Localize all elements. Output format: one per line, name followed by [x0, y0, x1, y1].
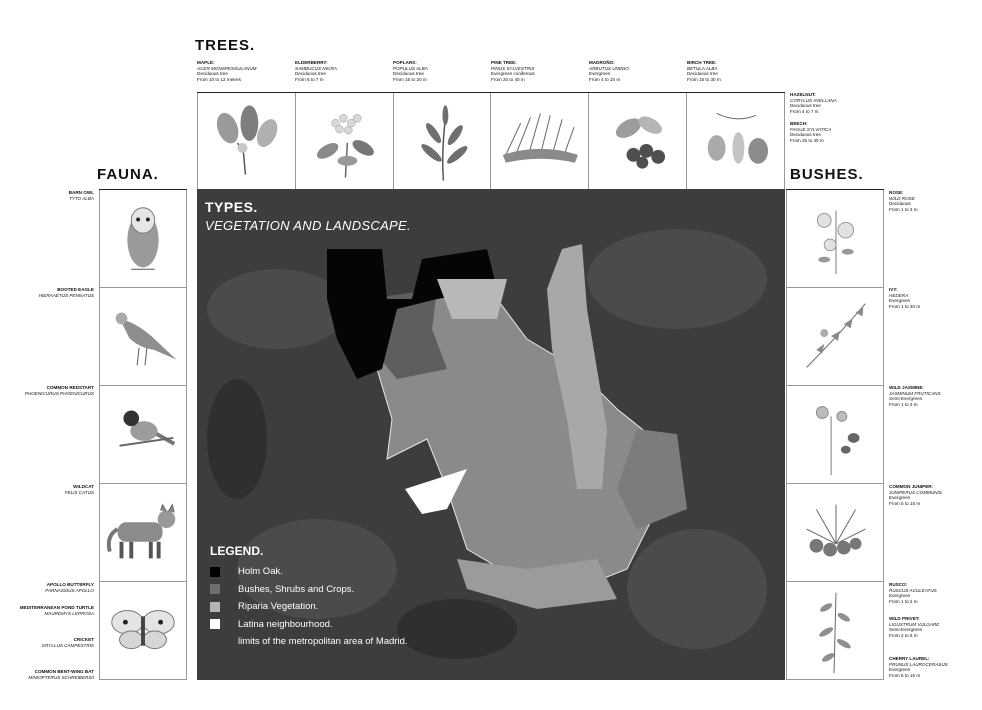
bush-type: Semi-Evergreen: [889, 627, 923, 633]
tree-illustration-row: [197, 92, 785, 190]
bush-caption: [889, 287, 979, 309]
tree-name: HAZELNUT:: [790, 92, 816, 97]
apollo-butterfly-illustration: [99, 582, 187, 680]
fauna-caption: [2, 385, 94, 396]
tree-height: From 15 to 30 m: [687, 76, 721, 82]
tree-height: From 4 to 10 m: [589, 76, 621, 82]
tree-height: From 10 to 12 metres: [197, 76, 241, 82]
bush-latin-name: RUSCUS ACULEATUS: [889, 587, 937, 593]
legend-swatch: [210, 619, 220, 629]
legend-item-bushes-shrubs-crops: [210, 581, 408, 599]
tree-name: POPLARS:: [393, 60, 417, 65]
vegetation-map: [197, 189, 785, 680]
tree-name: MADROÑO:: [589, 60, 615, 65]
barn-owl-illustration: [99, 190, 187, 288]
legend-item-latina-neighbourhood: [210, 616, 408, 634]
tree-latin-name: FAGUS SYLVATICA: [790, 126, 832, 132]
legend-label: limits of the metropolitan area of Madrid.: [238, 636, 408, 648]
map-subtitle: VEGETATION AND LANDSCAPE.: [205, 218, 411, 233]
bush-height: From 1 to 2 m: [889, 598, 918, 604]
pine-tree-illustration: [491, 93, 589, 189]
legend-item-riparia-vegetation: [210, 598, 408, 616]
bush-caption: [889, 656, 979, 678]
fauna-name: COMMON REDSTART: [46, 385, 94, 390]
bush-type: Semi-Evergreen: [889, 396, 923, 402]
bush-height: From 2 to 5 m: [889, 632, 918, 638]
map-title: TYPES.: [205, 199, 258, 215]
tree-name: BEECH:: [790, 121, 808, 126]
legend-swatch: [210, 637, 220, 647]
tree-height: From 25 to 40 m: [790, 137, 824, 143]
legend: [210, 563, 408, 651]
wild-jasmine-illustration: [786, 386, 884, 484]
tree-type: Evergreen coniferous: [491, 71, 535, 77]
bush-height: From 1 to 3 m: [889, 401, 918, 407]
tree-height: From 4 to 7 m: [790, 108, 819, 114]
fauna-latin-name: MAUREMYS LEPROSA: [44, 610, 94, 616]
bushes-column: [786, 189, 884, 680]
rose-illustration: [786, 190, 884, 288]
fauna-name: MEDITERRANEAN POND TURTLE: [19, 605, 94, 610]
tree-height: From 6 to 7 m: [295, 76, 324, 82]
bush-type: Evergreen: [889, 298, 911, 304]
tree-latin-name: SAMBUCUS NIGRA: [295, 65, 337, 71]
fauna-caption: [2, 637, 94, 648]
common-juniper-illustration: [786, 484, 884, 582]
bush-height: From 5 to 15 m: [889, 672, 921, 678]
tree-height: From 15 to 20 m: [393, 76, 427, 82]
tree-type: Evergreen: [589, 71, 611, 77]
poplar-illustration: [394, 93, 492, 189]
bush-caption: [889, 484, 979, 506]
tree-caption: [197, 60, 295, 82]
bush-caption: [889, 616, 979, 638]
bush-height: From 1 to 30 m: [889, 303, 921, 309]
elderberry-illustration: [296, 93, 394, 189]
trees-section-title: TREES.: [195, 37, 256, 54]
fauna-name: BARN OWL: [68, 190, 94, 195]
fauna-caption: [2, 669, 94, 680]
tree-caption: [295, 60, 393, 82]
bush-latin-name: JASMINUM FRUTICANS: [889, 390, 941, 396]
tree-type: Deciduous tree: [790, 132, 821, 138]
bush-type: Evergreen: [889, 495, 911, 501]
fauna-name: BOOTED EAGLE: [57, 287, 94, 292]
legend-item-metropolitan-limits: [210, 633, 408, 651]
extra-tree-caption: [790, 92, 880, 114]
tree-caption: [687, 60, 785, 82]
bush-latin-name: JUNIPERUS COMMUNIS: [889, 489, 942, 495]
rusco-illustration: [786, 582, 884, 680]
fauna-latin-name: MINIOPTERUS SCHREIBERSII: [28, 674, 94, 680]
fauna-name: APOLLO BUTTERFLY: [46, 582, 94, 587]
tree-name: BIRCH TREE:: [687, 60, 717, 65]
bush-type: Evergreen: [889, 593, 911, 599]
fauna-column: [99, 189, 187, 680]
tree-latin-name: POPULUS ALBA: [393, 65, 428, 71]
tree-type: Deciduous tree: [295, 71, 326, 77]
tree-height: From 20 to 40 m: [491, 76, 525, 82]
fauna-caption: [2, 605, 94, 616]
tree-latin-name: BETULA ALBA: [687, 65, 718, 71]
bush-type: Deciduous: [889, 201, 911, 207]
bush-name: ROSE:: [889, 190, 904, 195]
tree-type: Deciduous tree: [790, 103, 821, 109]
tree-type: Deciduous tree: [393, 71, 424, 77]
legend-label: Riparia Vegetation.: [238, 601, 319, 613]
bush-name: COMMON JUNIPER:: [889, 484, 934, 489]
tree-type: Deciduous tree: [687, 71, 718, 77]
bush-name: WILD JASMINE:: [889, 385, 924, 390]
tree-caption: [589, 60, 687, 82]
tree-type: Deciduous tree: [197, 71, 228, 77]
bushes-section-title: BUSHES.: [790, 166, 864, 183]
bush-latin-name: HEDERA: [889, 292, 909, 298]
tree-name: ELDERBERRY:: [295, 60, 328, 65]
bush-height: From 5 to 15 m: [889, 500, 921, 506]
bush-caption: [889, 190, 979, 212]
bush-latin-name: LIGUSTRUM VULGARE: [889, 621, 940, 627]
legend-swatch: [210, 602, 220, 612]
maple-illustration: [197, 93, 296, 189]
tree-latin-name: ARBUTUS UNEDO: [589, 65, 629, 71]
madrono-illustration: [589, 93, 687, 189]
wildcat-illustration: [99, 484, 187, 582]
legend-label: Bushes, Shrubs and Crops.: [238, 583, 355, 595]
fauna-name: CRICKET: [73, 637, 94, 642]
tree-latin-name: PINUS SYLVESTRIS: [491, 65, 535, 71]
fauna-latin-name: TYTO ALBA: [68, 195, 94, 201]
bush-latin-name: WILD ROSE: [889, 195, 915, 201]
legend-swatch: [210, 567, 220, 577]
bush-type: Evergreen: [889, 667, 911, 673]
bush-latin-name: PRUNUS LAUROCERASUS: [889, 661, 948, 667]
birch-tree-illustration: [687, 93, 785, 189]
fauna-section-title: FAUNA.: [97, 166, 159, 183]
fauna-caption: [2, 484, 94, 495]
bush-name: WILD PRIVET:: [889, 616, 920, 621]
legend-title: LEGEND.: [210, 544, 264, 558]
fauna-latin-name: HIERAAETUS PENNATUS: [38, 292, 94, 298]
tree-latin-name: ACER MONSPESSULANUM: [197, 65, 257, 71]
fauna-caption: [2, 287, 94, 298]
extra-tree-caption: [790, 121, 880, 143]
tree-caption: [491, 60, 589, 82]
ivy-illustration: [786, 288, 884, 386]
tree-latin-name: CORYLUS AVELLANA: [790, 97, 837, 103]
common-redstart-illustration: [99, 386, 187, 484]
bush-name: IVY:: [889, 287, 898, 292]
legend-label: Holm Oak.: [238, 566, 283, 578]
tree-name: PINE TREE:: [491, 60, 517, 65]
fauna-caption: [2, 190, 94, 201]
tree-caption: [393, 60, 491, 82]
legend-label: Latina neighbourhood.: [238, 618, 333, 630]
fauna-caption: [2, 582, 94, 593]
fauna-name: COMMON BENT-WING BAT: [34, 669, 94, 674]
booted-eagle-illustration: [99, 288, 187, 386]
legend-swatch: [210, 584, 220, 594]
fauna-latin-name: GRYLLUS CAMPESTRIS: [41, 642, 94, 648]
bush-caption: [889, 582, 979, 604]
bush-name: RUSCO:: [889, 582, 908, 587]
fauna-latin-name: FELIS CATUS: [64, 489, 94, 495]
legend-item-holm-oak: [210, 563, 408, 581]
bush-height: From 1 to 3 m: [889, 206, 918, 212]
fauna-latin-name: PHOENICURUS PHOENICURUS: [24, 390, 94, 396]
tree-name: MAPLE:: [197, 60, 215, 65]
bush-name: CHERRY LAUREL:: [889, 656, 930, 661]
bush-caption: [889, 385, 979, 407]
fauna-latin-name: PARNASSIUS APOLLO: [45, 587, 94, 593]
fauna-name: WILDCAT: [73, 484, 94, 489]
